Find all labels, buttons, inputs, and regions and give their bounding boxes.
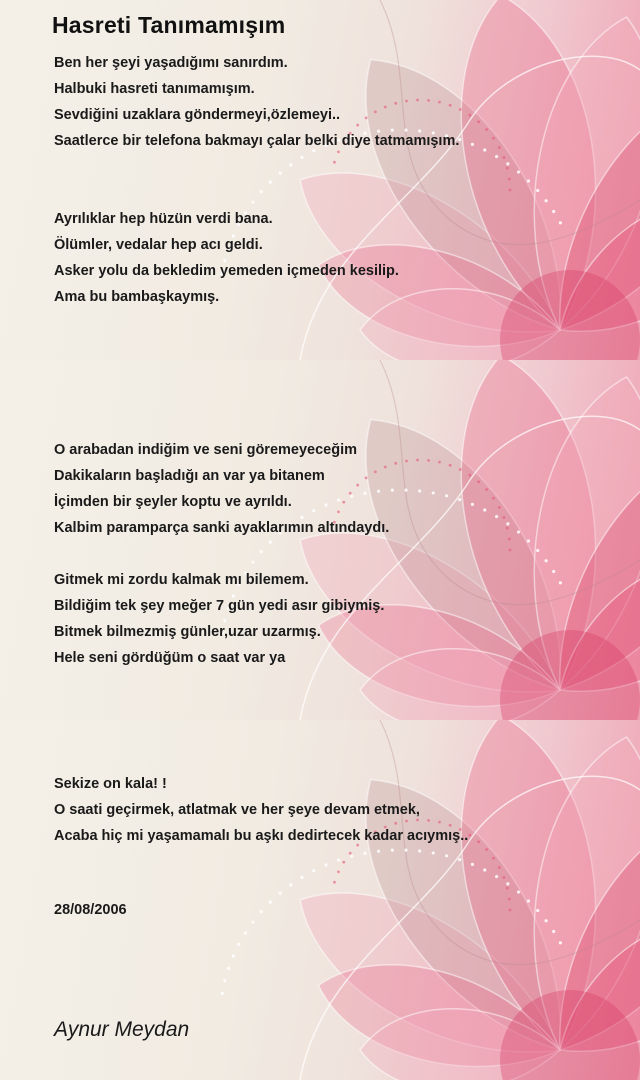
poem-line: Asker yolu da bekledim yemeden içmeden kesilip.: [54, 263, 399, 279]
poem-date: 28/08/2006: [54, 902, 127, 918]
poem-title: Hasreti Tanımamışım: [52, 12, 286, 38]
poem-line: Ölümler, vedalar hep acı geldi.: [54, 237, 263, 253]
stanza-4: [54, 567, 384, 671]
poem-line: Ayrılıklar hep hüzün verdi bana.: [54, 211, 273, 227]
stanza-2: [54, 206, 399, 310]
poem-line: Sevdiğini uzaklara göndermeyi,özlemeyi..: [54, 107, 341, 123]
poem-line: Ama bu bambaşkaymış.: [54, 289, 220, 305]
poem-line: O arabadan indiğim ve seni göremeyeceğim: [54, 442, 357, 458]
stanza-5: [54, 771, 468, 849]
author-name: Aynur Meydan: [54, 1018, 190, 1041]
stanza-3: [54, 437, 389, 541]
poem-line: Gitmek mi zordu kalmak mı bilemem.: [54, 572, 309, 588]
stanza-1: [54, 50, 459, 154]
poem-line: Bildiğim tek şey meğer 7 gün yedi asır gibiymiş.: [54, 598, 385, 614]
poem-line: Hele seni gördüğüm o saat var ya: [54, 650, 286, 666]
poem-line: İçimden bir şeyler koptu ve ayrıldı.: [54, 494, 292, 510]
poem-line: Kalbim paramparça sanki ayaklarımın altındaydı.: [54, 520, 390, 536]
poem-line: Saatlerce bir telefona bakmayı çalar belki diye tatmamışım.: [54, 133, 460, 149]
poem-line: Ben her şeyi yaşadığımı sanırdım.: [54, 55, 288, 71]
poem-line: Bitmek bilmezmiş günler,uzar uzarmış.: [54, 624, 321, 640]
poem-line: Halbuki hasreti tanımamışım.: [54, 81, 255, 97]
poem-line: Acaba hiç mi yaşamamalı bu aşkı dedirtecek kadar acıymış..: [54, 828, 469, 844]
poem-line: Dakikaların başladığı an var ya bitanem: [54, 468, 325, 484]
poem-line: Sekize on kala! !: [54, 776, 167, 792]
poem-line: O saati geçirmek, atlatmak ve her şeye devam etmek,: [54, 802, 420, 818]
